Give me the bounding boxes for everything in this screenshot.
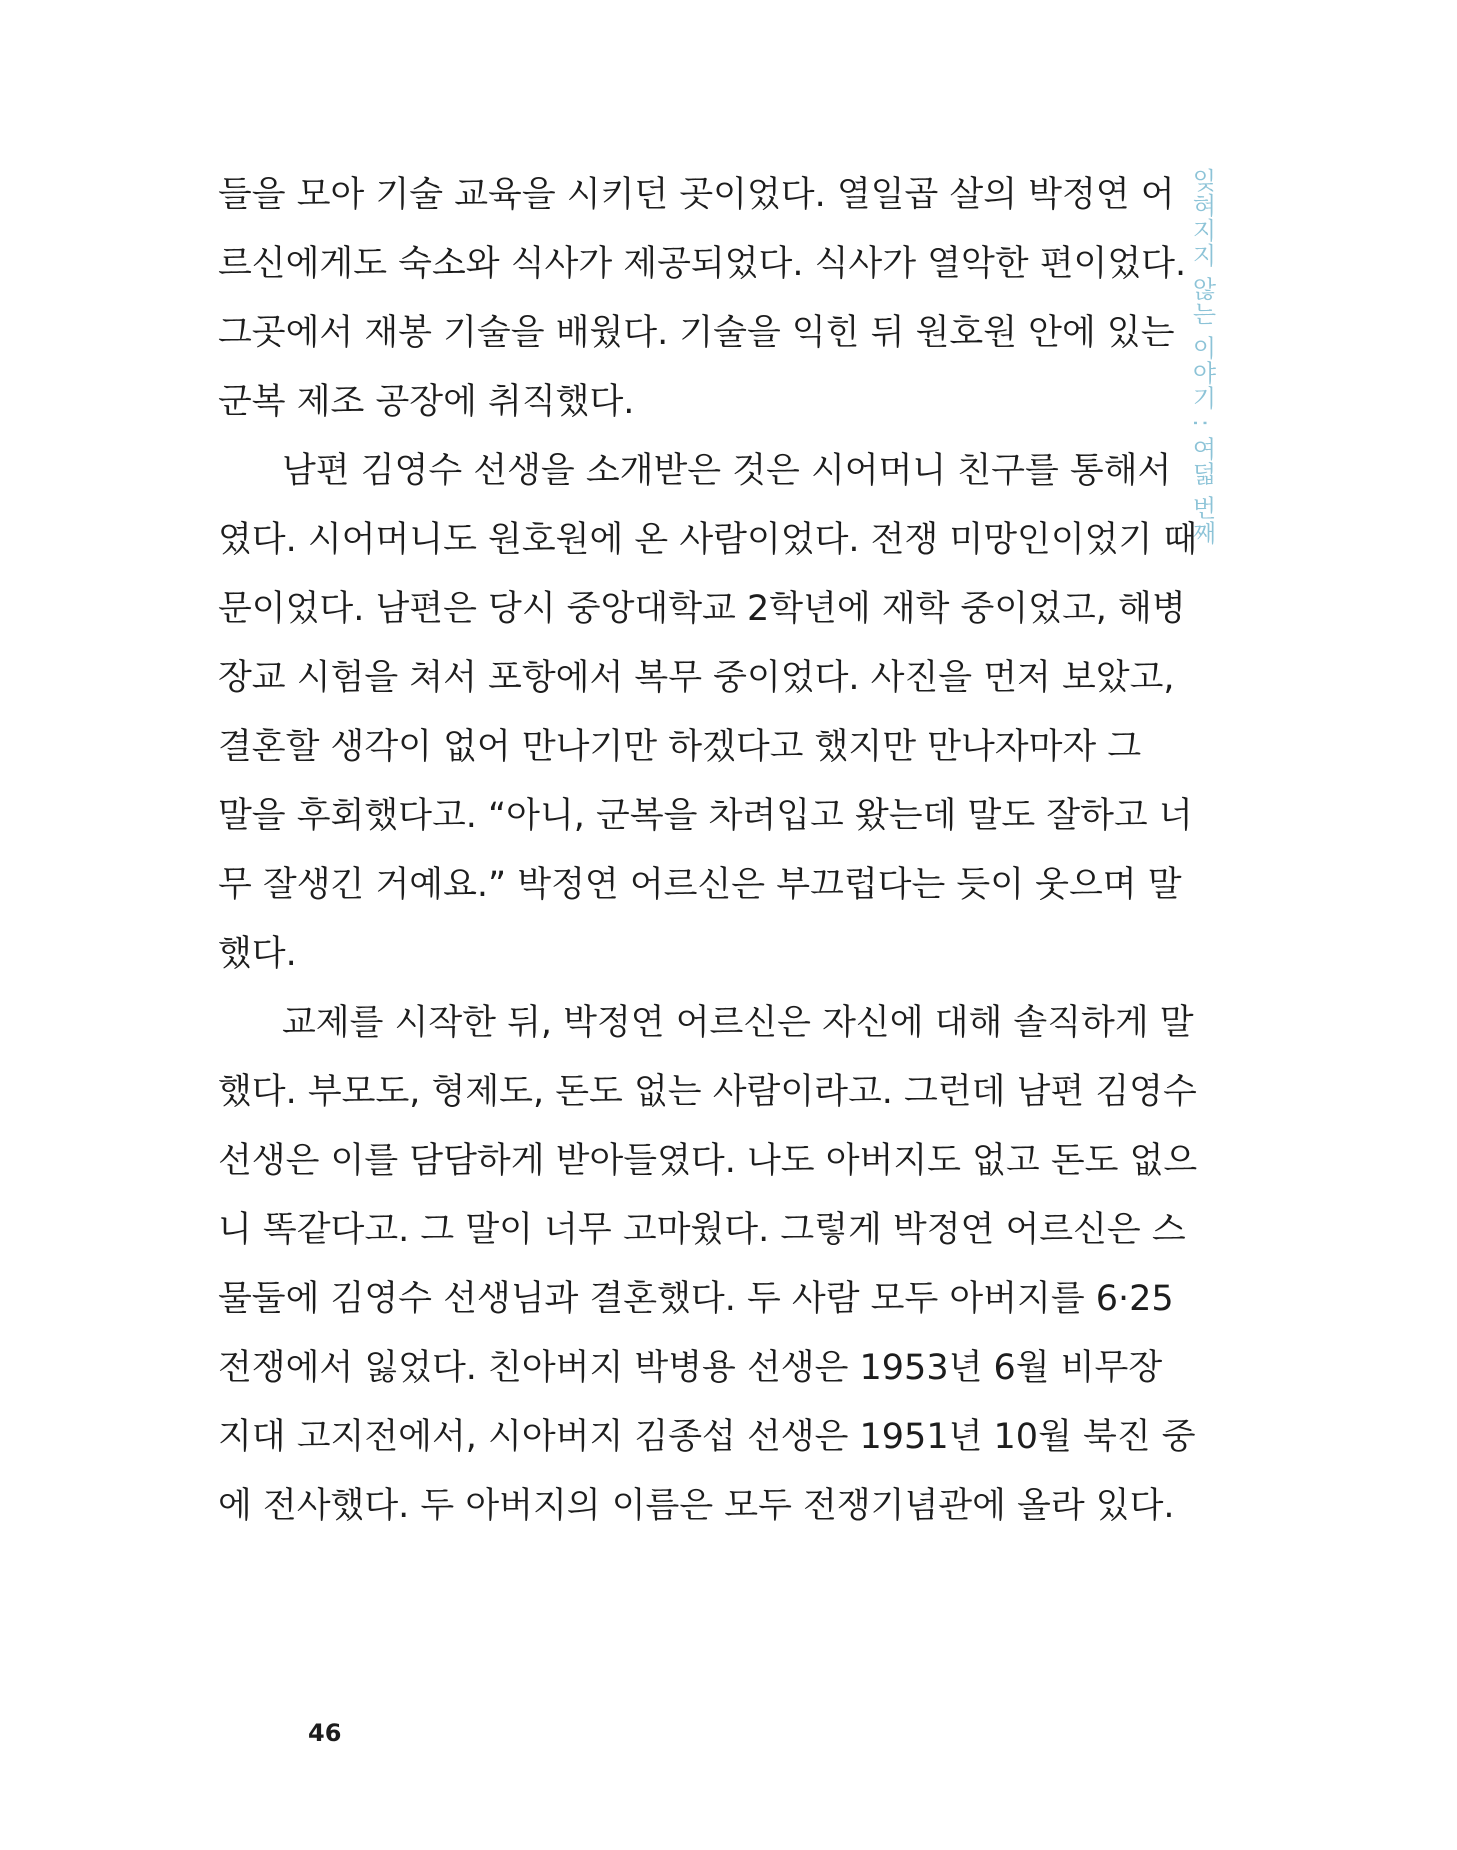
body-line: 에 전사했다. 두 아버지의 이름은 모두 전쟁기념관에 올라 있다. [218, 1486, 1175, 1526]
page-number: 46 [308, 1719, 342, 1747]
body-line: 였다. 시어머니도 원호원에 온 사람이었다. 전쟁 미망인이었기 때 [218, 520, 1198, 560]
body-line: 교제를 시작한 뒤, 박정연 어르신은 자신에 대해 솔직하게 말 [282, 1003, 1194, 1043]
body-line: 르신에게도 숙소와 식사가 제공되었다. 식사가 열악한 편이었다. [218, 244, 1187, 284]
body-line: 니 똑같다고. 그 말이 너무 고마웠다. 그렇게 박정연 어르신은 스 [218, 1210, 1186, 1250]
body-line: 물둘에 김영수 선생님과 결혼했다. 두 사람 모두 아버지를 6·25 [218, 1279, 1174, 1319]
body-line: 군복 제조 공장에 취직했다. [218, 382, 635, 422]
body-line: 지대 고지전에서, 시아버지 김종섭 선생은 1951년 10월 북진 중 [218, 1417, 1196, 1457]
running-head: 잊혀지지 않는 이야기 : 여덟 번째 [1188, 168, 1216, 546]
body-line: 남편 김영수 선생을 소개받은 것은 시어머니 친구를 통해서 [282, 451, 1172, 491]
body-line: 했다. [218, 934, 297, 974]
body-line: 전쟁에서 잃었다. 친아버지 박병용 선생은 1953년 6월 비무장 [218, 1348, 1163, 1388]
body-line: 장교 시험을 쳐서 포항에서 복무 중이었다. 사진을 먼저 보았고, [218, 658, 1175, 698]
body-line: 말을 후회했다고. “아니, 군복을 차려입고 왔는데 말도 잘하고 너 [218, 796, 1193, 836]
body-line: 했다. 부모도, 형제도, 돈도 없는 사람이라고. 그런데 남편 김영수 [218, 1072, 1197, 1112]
body-line: 문이었다. 남편은 당시 중앙대학교 2학년에 재학 중이었고, 해병 [218, 589, 1186, 629]
body-line: 선생은 이를 담담하게 받아들였다. 나도 아버지도 없고 돈도 없으 [218, 1141, 1198, 1181]
body-line: 들을 모아 기술 교육을 시키던 곳이었다. 열일곱 살의 박정연 어 [218, 175, 1175, 215]
body-line: 결혼할 생각이 없어 만나기만 하겠다고 했지만 만나자마자 그 [218, 727, 1142, 767]
body-line: 무 잘생긴 거예요.” 박정연 어르신은 부끄럽다는 듯이 웃으며 말 [218, 865, 1182, 905]
body-line: 그곳에서 재봉 기술을 배웠다. 기술을 익힌 뒤 원호원 안에 있는 [218, 313, 1175, 353]
